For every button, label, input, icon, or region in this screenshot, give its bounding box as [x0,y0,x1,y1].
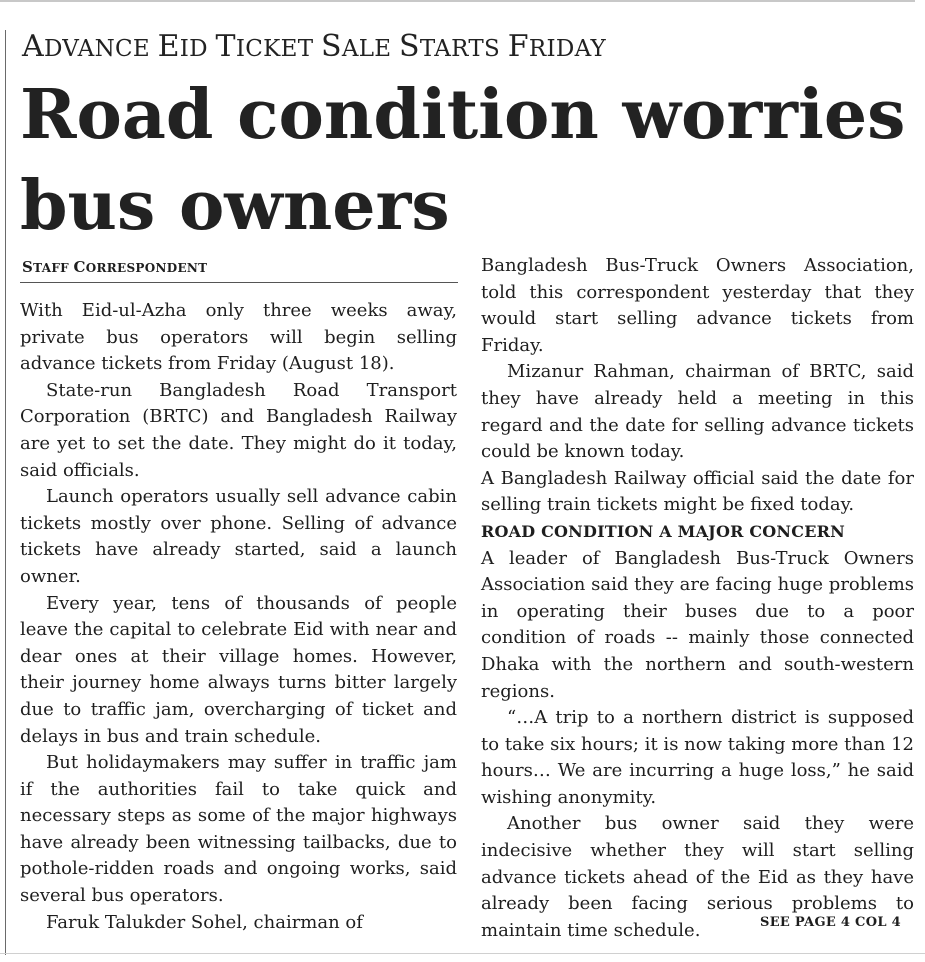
paragraph: A leader of Bangladesh Bus-Truck Owners Association said they are facing huge problems in operating their buses due to a poor condition of roads -- mainly those connected Dhaka with the northern and south-western regions. [481,547,914,702]
kicker: ADVANCE EID TICKET SALE STARTS FRIDAY [22,29,607,64]
left-column [20,298,457,936]
paragraph: With Eid-ul-Azha only three weeks away, private bus operators will begin selling advance tickets from Friday (August 18). [20,300,457,375]
paragraph: But holidaymakers may suffer in traffic jam if the authorities fail to take quick and necessary steps as some of the major highways have already been witnessing tailbacks, due to pothole-ridden roads and ongoing works, said several bus operators. [20,752,457,907]
subheading: ROAD CONDITION A MAJOR CONCERN [481,521,845,541]
paragraph: Launch operators usually sell advance cabin tickets mostly over phone. Selling of advance tickets have already started, said a launch owner. [20,486,457,587]
headline: Road condition worries bus owners [20,75,906,246]
right-column [481,253,914,944]
paragraph: Bangladesh Bus-Truck Owners Association, told this correspondent yesterday that they would start selling advance tickets from Friday. [481,255,914,356]
paragraph: Another bus owner said they were indecisive whether they will start selling advance tickets ahead of the Eid as they have already been facing serious problems to maintain time schedule. [481,813,914,941]
paragraph: Faruk Talukder Sohel, chairman of [46,911,363,933]
top-rule [0,0,915,2]
bottom-rule [0,953,925,954]
byline: STAFF CORRESPONDENT [22,258,208,276]
left-column-rule [5,30,6,955]
paragraph: Every year, tens of thousands of people leave the capital to celebrate Eid with near and dear ones at their village homes. However, their journey home always turns bitter largely due to traffic jam, overcharging of ticket and delays in bus and train schedule. [20,592,457,747]
paragraph: A Bangladesh Railway official said the date for selling train tickets might be fixed today. [481,467,914,516]
byline-rule [20,282,458,283]
paragraph: Mizanur Rahman, chairman of BRTC, said they have already held a meeting in this regard and the date for selling advance tickets could be known today. [481,361,914,463]
continuation-note: SEE PAGE 4 COL 4 [760,915,901,930]
paragraph: “…A trip to a northern district is supposed to take six hours; it is now taking more than 12 hours… We are incurring a huge loss,” he said wishing anonymity. [481,707,914,808]
paragraph: State-run Bangladesh Road Transport Corporation (BRTC) and Bangladesh Railway are yet to set the date. They might do it today, said officials. [20,379,457,481]
